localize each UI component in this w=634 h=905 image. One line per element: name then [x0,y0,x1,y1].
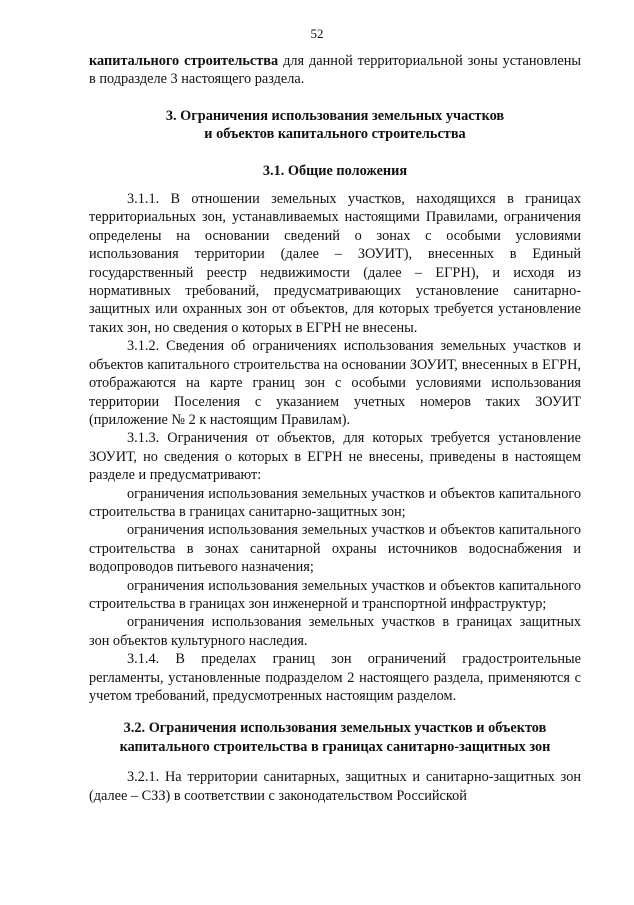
section-3-2-heading [89,719,581,756]
list-item-water-protection-zones: ограничения использования земельных участков и объектов капитального строительства в зонах санитарной охраны источников водоснабжения и водопроводов питьевого назначения; [89,522,581,576]
intro-rest-text: для данной территориальной зоны установлены в подразделе 3 настоящего раздела. [89,53,581,88]
section-3-heading-line1: 3. Ограничения использования земельных участков [165,107,505,124]
intro-paragraph [89,52,581,89]
paragraph-3-2-1: 3.2.1. На территории санитарных, защитных и санитарно-защитных зон (далее – СЗЗ) в соответствии с законодательством Российской [89,769,581,804]
section-3-2-heading-line1: 3.2. Ограничения использования земельных участков и объектов [123,720,547,737]
paragraph-3-1-4: 3.1.4. В пределах границ зон ограничений градостроительные регламенты, установленные подразделом 2 настоящего раздела, применяются с учетом требований, предусмотренных настоящим разделом. [89,651,581,704]
section-3-1-heading: 3.1. Общие положения [262,162,408,179]
paragraph-3-1-3: 3.1.3. Ограничения от объектов, для которых требуется установление ЗОУИТ, но сведения о которых в ЕГРН не внесены, приведены в настоящем разделе и предусматривают: [89,430,581,484]
list-item-infrastructure-zones: ограничения использования земельных участков и объектов капитального строительства в границах зон инженерной и транспортной инфраструктур; [89,577,581,612]
section-3-2-heading-line2: капитального строительства в границах санитарно-защитных зон [119,738,551,755]
list-item-sanitary-zones: ограничения использования земельных участков и объектов капитального строительства в границах санитарно-защитных зон; [89,485,581,520]
paragraph-3-1-2: 3.1.2. Сведения об ограничениях использования земельных участков и объектов капитального строительства на основании ЗОУИТ, внесенных в ЕГРН, отображаются на карте границ зон с особыми условиями использования территории Поселения с указанием учетных номеров таких ЗОУИТ (приложение № 2 к настоящим Правилам). [89,338,581,428]
section-3-heading-line2: и объектов капитального строительства [204,126,466,143]
section-3-heading [89,107,581,144]
page-number: 52 [310,26,324,41]
list-item-heritage-zones: ограничения использования земельных участков в границах защитных зон объектов культурного наследия. [89,614,581,649]
paragraph-3-1-1: 3.1.1. В отношении земельных участков, находящихся в границах территориальных зон, устанавливаемых настоящими Правилами, ограничения определены на основании сведений о зонах с особыми условиями использования территории (далее – ЗОУИТ), внесенных в Единый государственный реестр недвижимости (далее – ЕГРН), и исходя из нормативных требований, предусматривающих установление санитарно-защитных или охранных зон от объектов, для которых требуется установление таких зон, но сведения о которых в ЕГРН не внесены. [89,191,581,336]
intro-bold-text: капитального строительства [89,53,279,69]
page-content [89,52,581,805]
